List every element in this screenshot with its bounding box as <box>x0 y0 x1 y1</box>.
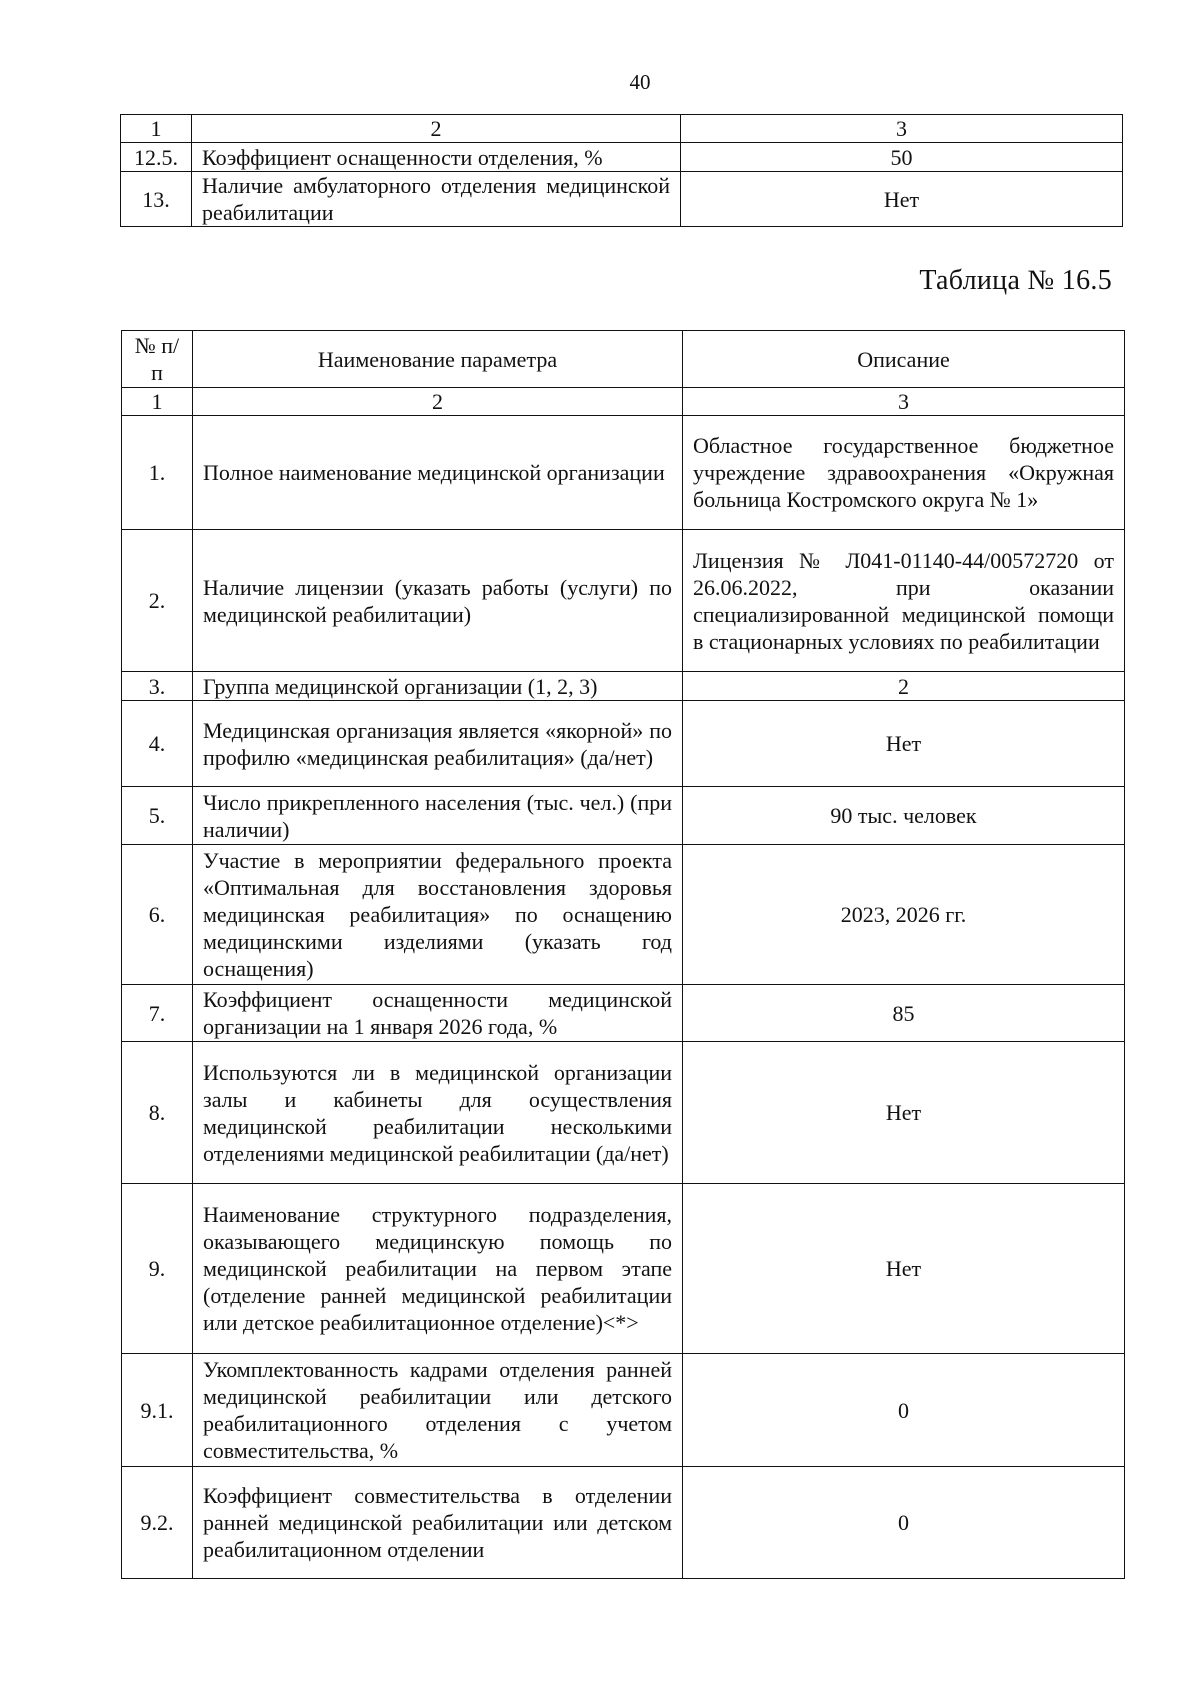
parameter-name: Наименование структурного подразделения, оказывающего медицинскую помощь по медицинской реабилитации на первом этапе (отделение ранней медицинской реабилитации или детское реабилитационное отделение)<*> <box>193 1184 683 1354</box>
row-number: 5. <box>122 787 193 845</box>
parameter-description: Нет <box>683 1042 1125 1184</box>
parameter-description: 90 тыс. человек <box>683 787 1125 845</box>
parameter-name: Укомплектованность кадрами отделения ранней медицинской реабилитации или детского реабилитационного отделения с учетом совместительства, % <box>193 1354 683 1467</box>
table-row <box>122 701 1125 787</box>
table-row <box>121 172 1123 227</box>
column-number: 1 <box>121 115 192 143</box>
parameter-name: Коэффициент оснащенности медицинской организации на 1 января 2026 года, % <box>193 985 683 1042</box>
header-description: Описание <box>683 331 1125 388</box>
parameter-name: Число прикрепленного населения (тыс. чел.) (при наличии) <box>193 787 683 845</box>
column-number: 1 <box>122 388 193 416</box>
parameter-description: Нет <box>683 701 1125 787</box>
parameter-name: Медицинская организация является «якорной» по профилю «медицинская реабилитация» (да/нет) <box>193 701 683 787</box>
table-row <box>122 787 1125 845</box>
parameter-name: Наличие лицензии (указать работы (услуги) по медицинской реабилитации) <box>193 530 683 672</box>
header-row <box>122 331 1125 388</box>
row-number: 4. <box>122 701 193 787</box>
row-number: 9. <box>122 1184 193 1354</box>
parameter-name: Коэффициент совместительства в отделении ранней медицинской реабилитации или детском реабилитационном отделении <box>193 1467 683 1579</box>
parameter-description: 85 <box>683 985 1125 1042</box>
table-row <box>122 1184 1125 1354</box>
header-number: № п/п <box>122 331 193 388</box>
table-row <box>121 143 1123 172</box>
parameter-description: Областное государственное бюджетное учреждение здравоохранения «Окружная больница Костромского округа № 1» <box>683 416 1125 530</box>
parameter-name: Участие в мероприятии федерального проекта «Оптимальная для восстановления здоровья медицинская реабилитация» по оснащению медицинскими изделиями (указать год оснащения) <box>193 845 683 985</box>
row-number: 1. <box>122 416 193 530</box>
row-number: 2. <box>122 530 193 672</box>
column-number: 3 <box>681 115 1123 143</box>
parameter-name: Полное наименование медицинской организации <box>193 416 683 530</box>
parameter-description: 2 <box>683 672 1125 701</box>
parameter-value: 50 <box>681 143 1123 172</box>
table-row <box>122 1042 1125 1184</box>
table-row <box>122 1354 1125 1467</box>
table-caption: Таблица № 16.5 <box>919 265 1112 296</box>
column-number: 2 <box>193 388 683 416</box>
page-number: 40 <box>629 70 651 94</box>
table-row <box>122 672 1125 701</box>
row-number: 12.5. <box>121 143 192 172</box>
column-number: 3 <box>683 388 1125 416</box>
parameter-description: 2023, 2026 гг. <box>683 845 1125 985</box>
table-row <box>122 416 1125 530</box>
parameter-name: Группа медицинской организации (1, 2, 3) <box>193 672 683 701</box>
row-number: 9.1. <box>122 1354 193 1467</box>
column-number-row <box>121 115 1123 143</box>
parameter-name: Коэффициент оснащенности отделения, % <box>192 143 681 172</box>
row-number: 9.2. <box>122 1467 193 1579</box>
row-number: 6. <box>122 845 193 985</box>
table-row <box>122 845 1125 985</box>
parameter-description: 0 <box>683 1467 1125 1579</box>
parameters-table <box>121 330 1125 1579</box>
parameter-description: Нет <box>683 1184 1125 1354</box>
table-row <box>122 530 1125 672</box>
parameter-name: Наличие амбулаторного отделения медицинской реабилитации <box>192 172 681 227</box>
column-number: 2 <box>192 115 681 143</box>
header-parameter: Наименование параметра <box>193 331 683 388</box>
row-number: 7. <box>122 985 193 1042</box>
column-number-row <box>122 388 1125 416</box>
continuation-table <box>120 114 1123 227</box>
row-number: 8. <box>122 1042 193 1184</box>
parameter-description: Лицензия № Л041-01140-44/00572720 от 26.06.2022, при оказании специализированной медицинской помощи в стационарных условиях по реабилитации <box>683 530 1125 672</box>
row-number: 13. <box>121 172 192 227</box>
parameter-name: Используются ли в медицинской организации залы и кабинеты для осуществления медицинской реабилитации несколькими отделениями медицинской реабилитации (да/нет) <box>193 1042 683 1184</box>
table-row <box>122 985 1125 1042</box>
table-row <box>122 1467 1125 1579</box>
parameter-value: Нет <box>681 172 1123 227</box>
row-number: 3. <box>122 672 193 701</box>
parameter-description: 0 <box>683 1354 1125 1467</box>
